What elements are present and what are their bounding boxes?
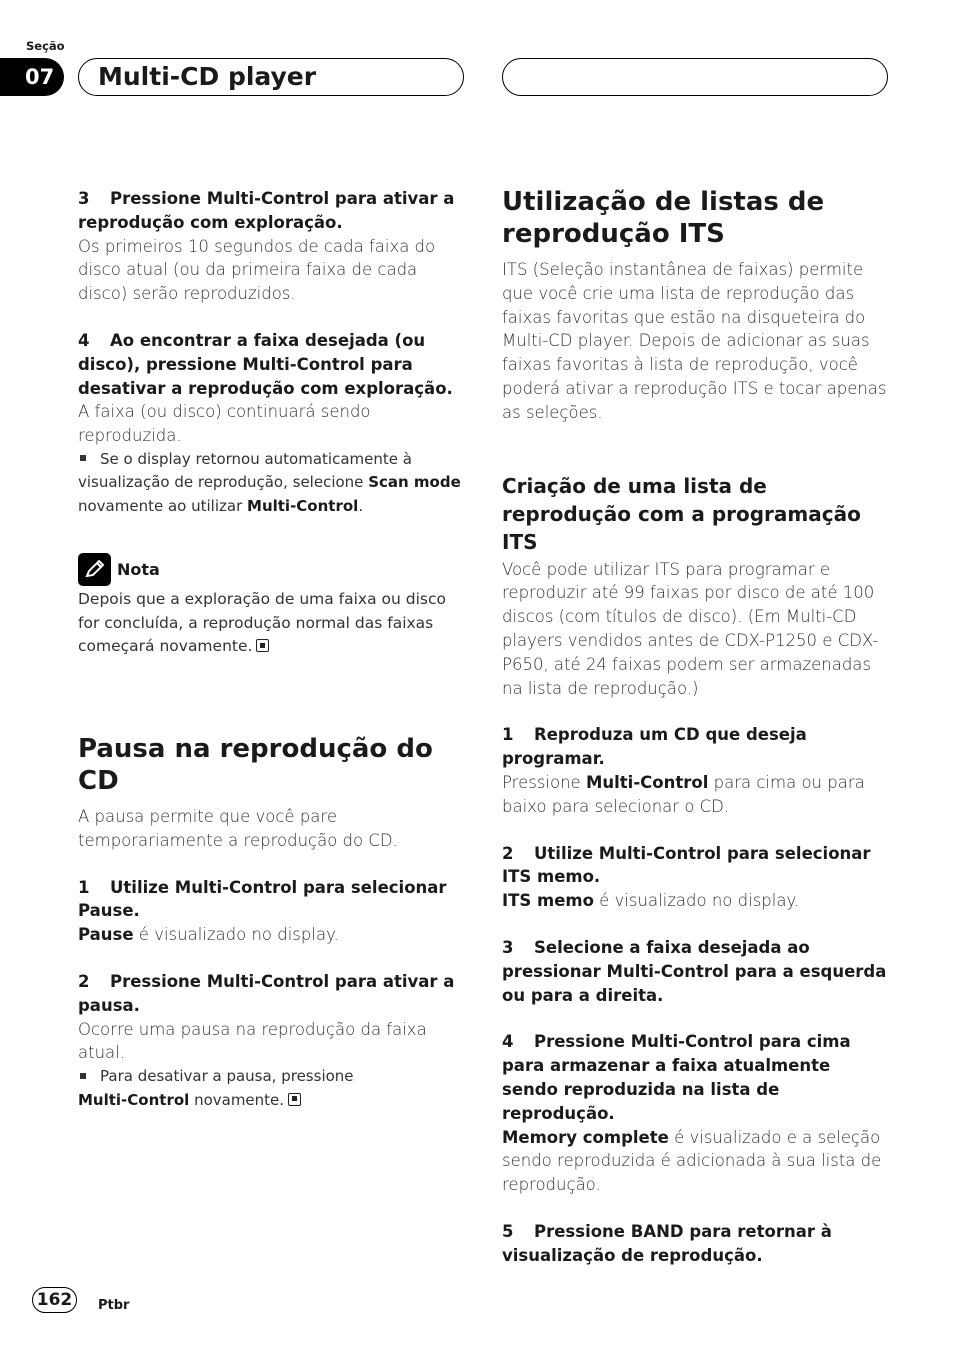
its-step-4-heading: 4 Pressione Multi-Control para cima para armazenar a faixa atualmente sendo reproduzida na lista de reprodução. <box>502 1032 851 1123</box>
step-3-body: Os primeiros 10 segundos de cada faixa do disco atual (ou da primeira faixa de cada disco) serão reproduzidos. <box>78 236 436 304</box>
bullet-square-icon <box>80 455 86 461</box>
section-label: Seção <box>26 39 65 53</box>
its-step-1-body: Pressione Multi-Control para cima ou para baixo para selecionar o CD. <box>502 772 865 816</box>
left-column <box>78 187 466 1112</box>
section-number-badge: 07 <box>0 58 64 96</box>
bullet-note-unpause: Para desativar a pausa, pressione Multi-Control novamente. <box>78 1067 354 1109</box>
its-intro: ITS (Seleção instantânea de faixas) permite que você crie uma lista de reprodução das faixas favoritas que estão na disqueteira do Multi-CD player. Depois de adicionar as suas faixas favoritas à lista de reprodução, você poderá ativar a reprodução ITS e tocar apenas as seleções. <box>502 260 887 422</box>
language-code: Ptbr <box>98 1298 130 1313</box>
pause-section-title: Pausa na reprodução do CD <box>78 733 433 796</box>
its-step-5-heading: 5 Pressione BAND para retornar à visualização de reprodução. <box>502 1221 832 1265</box>
its-step-3-heading: 3 Selecione a faixa desejada ao pressionar Multi-Control para a esquerda ou para a direita. <box>502 937 887 1005</box>
note-text: Depois que a exploração de uma faixa ou disco for concluída, a reprodução normal das faixas começará novamente. <box>78 590 446 656</box>
bullet-note-scan-mode: Se o display retornou automaticamente à visualização de reprodução, selecione Scan mode novamente ao utilizar Multi-Control. <box>78 449 461 515</box>
pause-step-2-heading: 2 Pressione Multi-Control para ativar a pausa. <box>78 971 455 1015</box>
note-header <box>78 552 466 586</box>
its-section-title: Utilização de listas de reprodução ITS <box>502 187 825 249</box>
note-pencil-icon <box>78 553 111 586</box>
chapter-title: Multi-CD player <box>98 62 317 91</box>
step-4-body: A faixa (ou disco) continuará sendo reproduzida. <box>78 402 371 446</box>
right-column <box>502 186 890 1268</box>
step-3-heading: 3 Pressione Multi-Control para ativar a reprodução com exploração. <box>78 189 455 232</box>
note-label: Nota <box>117 559 160 579</box>
end-mark-icon <box>288 1093 301 1106</box>
empty-header-box <box>502 58 888 96</box>
its-subsection-intro: Você pode utilizar ITS para programar e reproduzir até 99 faixas por disco de até 100 discos (com títulos de disco). (Em Multi-CD players vendidos antes de CDX-P1250 e CDX-P650, até 24 faixas podem ser armazenadas na lista de reprodução.) <box>502 559 879 698</box>
pause-intro: A pausa permite que você pare temporariamente a reprodução do CD. <box>78 806 398 850</box>
its-step-1-heading: 1 Reproduza um CD que deseja programar. <box>502 725 807 769</box>
page-number: 162 <box>32 1287 77 1313</box>
step-4-heading: 4 Ao encontrar a faixa desejada (ou disco), pressione Multi-Control para desativar a reprodução com exploração. <box>78 330 453 398</box>
its-step-2-heading: 2 Utilize Multi-Control para selecionar ITS memo. <box>502 843 871 887</box>
its-step-4-body: Memory complete é visualizado e a seleção sendo reproduzida é adicionada à sua lista de reprodução. <box>502 1127 882 1195</box>
its-step-2-body: ITS memo é visualizado no display. <box>502 891 800 911</box>
end-mark-icon <box>256 639 269 652</box>
its-subsection-title: Criação de uma lista de reprodução com a programação ITS <box>502 473 861 554</box>
bullet-square-icon <box>80 1073 86 1079</box>
pause-step-1-body: Pause é visualizado no display. <box>78 925 339 945</box>
pause-step-2-body: Ocorre uma pausa na reprodução da faixa atual. <box>78 1019 427 1063</box>
pause-step-1-heading: 1 Utilize Multi-Control para selecionar Pause. <box>78 877 447 921</box>
chapter-title-box <box>78 58 464 96</box>
